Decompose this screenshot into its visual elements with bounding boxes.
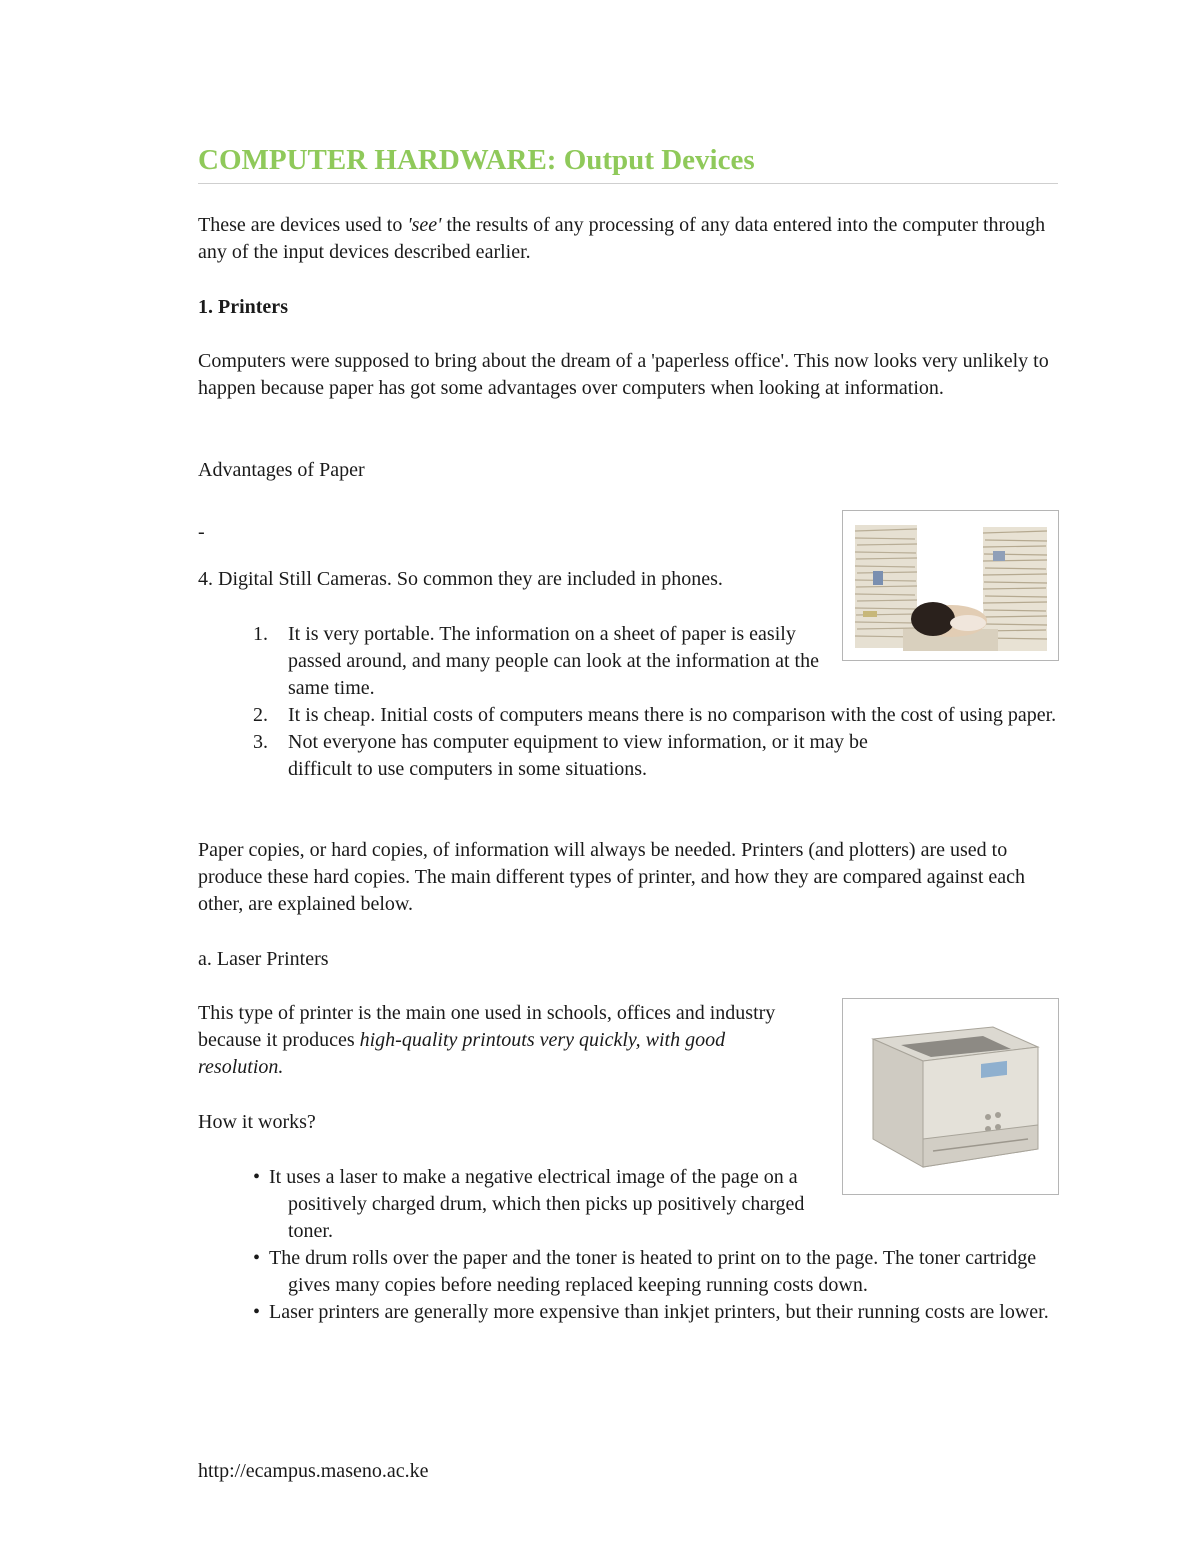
list-item [198, 621, 838, 703]
list-item [198, 1245, 1068, 1299]
advantages-list [198, 621, 838, 703]
paper-stacks-image [842, 510, 1059, 661]
list-item-text: It uses a laser to make a negative electrical image of the page on a positively charged drum, which then picks up positively charged toner. [269, 1166, 805, 1243]
list-item-text: It is cheap. Initial costs of computers means there is no comparison with the cost of using paper. [288, 704, 1057, 726]
page-title: COMPUTER HARDWARE: Output Devices [198, 144, 755, 176]
laser-printers-heading: a. Laser Printers [198, 948, 329, 970]
list-item-text: Laser printers are generally more expensive than inkjet printers, but their running costs are lower. [269, 1301, 1049, 1324]
list-item [198, 1299, 1068, 1326]
list-item [198, 702, 1058, 729]
intro-emphasis: 'see' [407, 214, 442, 236]
list-item [198, 1164, 838, 1246]
title-divider [198, 183, 1058, 184]
laser-paragraph [198, 1000, 813, 1082]
list-number: 1. [253, 623, 268, 645]
paperless-paragraph: Computers were supposed to bring about the dream of a 'paperless office'. This now looks very unlikely to happen because paper has got some advantages over computers when looking at information. [198, 350, 1049, 400]
laser-emphasis: high-quality printouts very quickly, with good resolution. [198, 1029, 726, 1079]
advantages-heading: Advantages of Paper [198, 459, 365, 481]
intro-text-start: These are devices used to [198, 214, 408, 236]
list-item-text: It is very portable. The information on a sheet of paper is easily passed around, and many people can look at the information at the same time. [288, 623, 819, 700]
laser-text: This type of printer is the main one used in schools, offices and industry because it produces [198, 1002, 776, 1052]
hardcopy-paragraph: Paper copies, or hard copies, of information will always be needed. Printers (and plotters) are used to produce these hard copies. The main different types of printer, and how they are compared against each other, are explained below. [198, 839, 1026, 916]
advantages-list-continued [198, 702, 1058, 784]
list-item-text: Not everyone has computer equipment to view information, or it may be difficult to use computers in some situations. [288, 731, 868, 781]
footer-url: http://ecampus.maseno.ac.ke [198, 1460, 429, 1482]
laser-printer-illustration [843, 999, 1058, 1194]
bullet-marker: • [253, 1166, 261, 1188]
intro-paragraph [198, 212, 1058, 266]
how-it-works-list-continued [198, 1245, 1068, 1327]
list-item [198, 729, 968, 783]
bullet-marker: • [253, 1247, 261, 1269]
intro-text-end: the results of any processing of any data entered into the computer through any of the input devices described earlier. [198, 214, 1046, 264]
bullet-marker: • [253, 1301, 261, 1324]
dash-marker: - [198, 521, 205, 543]
how-it-works-list [198, 1164, 838, 1246]
list-item-text: The drum rolls over the paper and the toner is heated to print on to the page. The toner cartridge gives many copies before needing replaced keeping running costs down. [269, 1247, 1037, 1297]
cameras-line: 4. Digital Still Cameras. So common they are included in phones. [198, 568, 723, 590]
list-number: 3. [253, 731, 268, 754]
section-heading-printers: 1. Printers [198, 296, 288, 318]
list-number: 2. [253, 704, 268, 726]
paper-stacks-illustration [843, 511, 1058, 660]
laser-printer-image [842, 998, 1059, 1195]
how-it-works-heading: How it works? [198, 1111, 316, 1133]
